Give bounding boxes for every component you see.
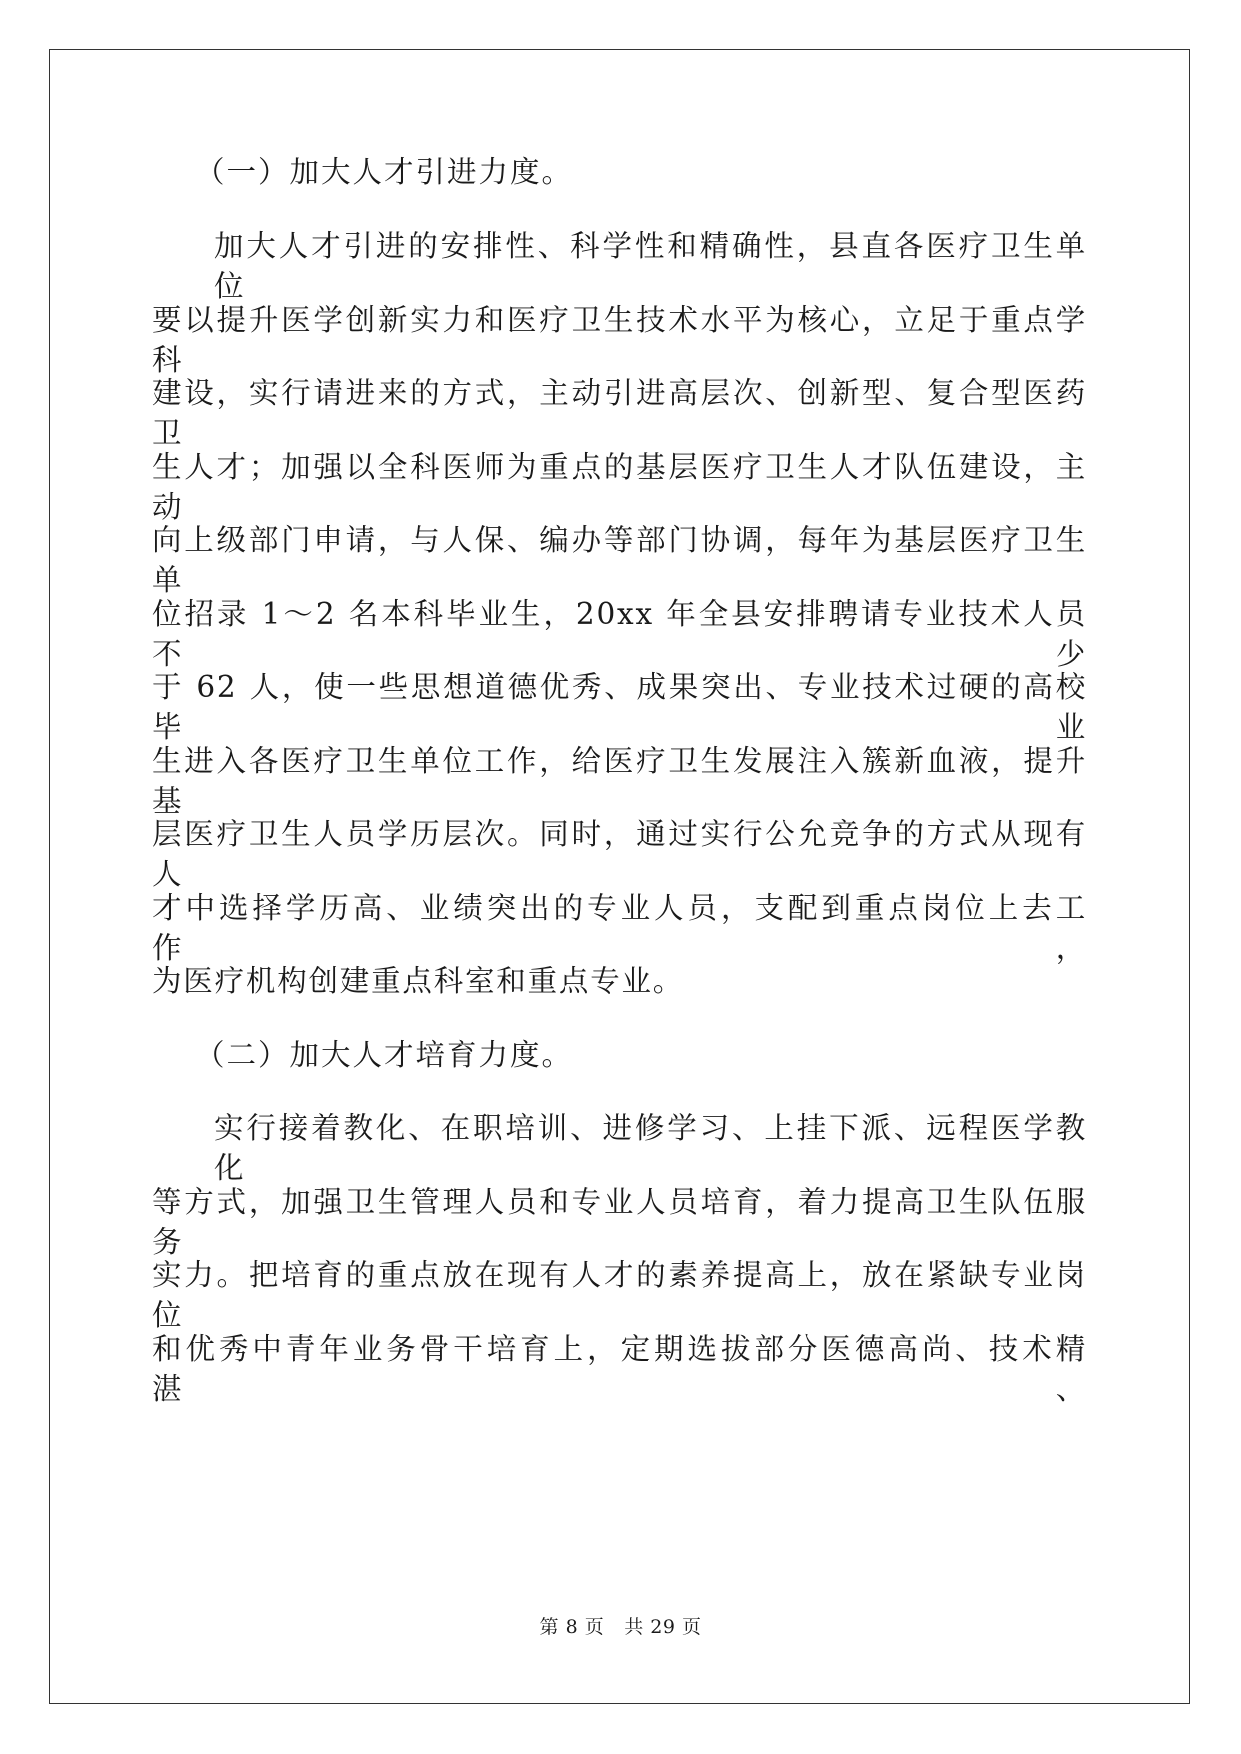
paragraph-line: 于 62 人，使一些思想道德优秀、成果突出、专业技术过硬的高校毕业 [152, 670, 1087, 744]
paragraph-line: 和优秀中青年业务骨干培育上，定期选拔部分医德高尚、技术精湛、 [152, 1332, 1087, 1406]
section-heading-1: （一）加大人才引进力度。 [195, 155, 574, 189]
page-number: 第 8 页 [539, 1616, 605, 1638]
paragraph-line: 生人才；加强以全科医师为重点的基层医疗卫生人才队伍建设，主动 [152, 450, 1087, 524]
paragraph-line: 实行接着教化、在职培训、进修学习、上挂下派、远程医学教化 [214, 1111, 1087, 1185]
paragraph-line: 向上级部门申请，与人保、编办等部门协调，每年为基层医疗卫生单 [152, 523, 1087, 597]
paragraph-line: 建设，实行请进来的方式，主动引进高层次、创新型、复合型医药卫 [152, 376, 1087, 450]
paragraph-line: 实力。把培育的重点放在现有人才的素养提高上，放在紧缺专业岗位 [152, 1258, 1087, 1332]
paragraph-line: 生进入各医疗卫生单位工作，给医疗卫生发展注入簇新血液，提升基 [152, 744, 1087, 818]
paragraph-line: 加大人才引进的安排性、科学性和精确性，县直各医疗卫生单位 [214, 229, 1087, 303]
paragraph-line: 才中选择学历高、业绩突出的专业人员，支配到重点岗位上去工作， [152, 891, 1087, 965]
paragraph-line: 等方式，加强卫生管理人员和专业人员培育，着力提高卫生队伍服务 [152, 1185, 1087, 1259]
paragraph-line: 要以提升医学创新实力和医疗卫生技术水平为核心，立足于重点学科 [152, 303, 1087, 377]
section-heading-2: （二）加大人才培育力度。 [195, 1038, 574, 1072]
total-pages: 共 29 页 [624, 1616, 702, 1638]
paragraph-line: 层医疗卫生人员学历层次。同时，通过实行公允竞争的方式从现有人 [152, 817, 1087, 891]
paragraph-line: 为医疗机构创建重点科室和重点专业。 [152, 964, 685, 998]
page-footer [0, 1615, 1241, 1639]
paragraph-line: 位招录 1～2 名本科毕业生，20xx 年全县安排聘请专业技术人员不少 [152, 597, 1087, 671]
